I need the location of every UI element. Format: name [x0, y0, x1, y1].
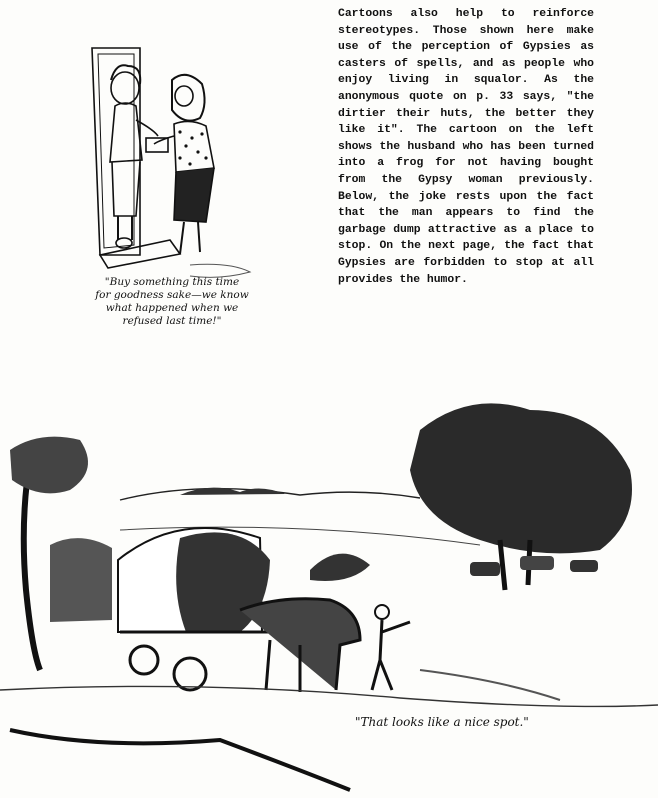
article-paragraph: Cartoons also help to reinforce stereotypes. Those shown here make use of the perception of Gypsies as casters of spells, and as people who enjoy living in squalor. As the anonymous quote on p. 33 says, "the dirtier their huts, the better they like it". The cartoon on the left shows the husband who has been turned into a frog for not having bought from the Gypsy woman previously. Below, the joke rests upon the fact that the man appears to find the garbage dump attractive as a place to stop. On the next page, the fact that Gypsies are forbidden to stop at all provides the humor.: [338, 8, 594, 286]
top-cartoon-caption: "Buy something this time for goodness sake—we know what happened when we refused last time!": [95, 276, 249, 327]
caravan-cartoon-illustration: [0, 370, 658, 798]
bottom-cartoon-caption: "That looks like a nice spot.": [355, 715, 529, 729]
